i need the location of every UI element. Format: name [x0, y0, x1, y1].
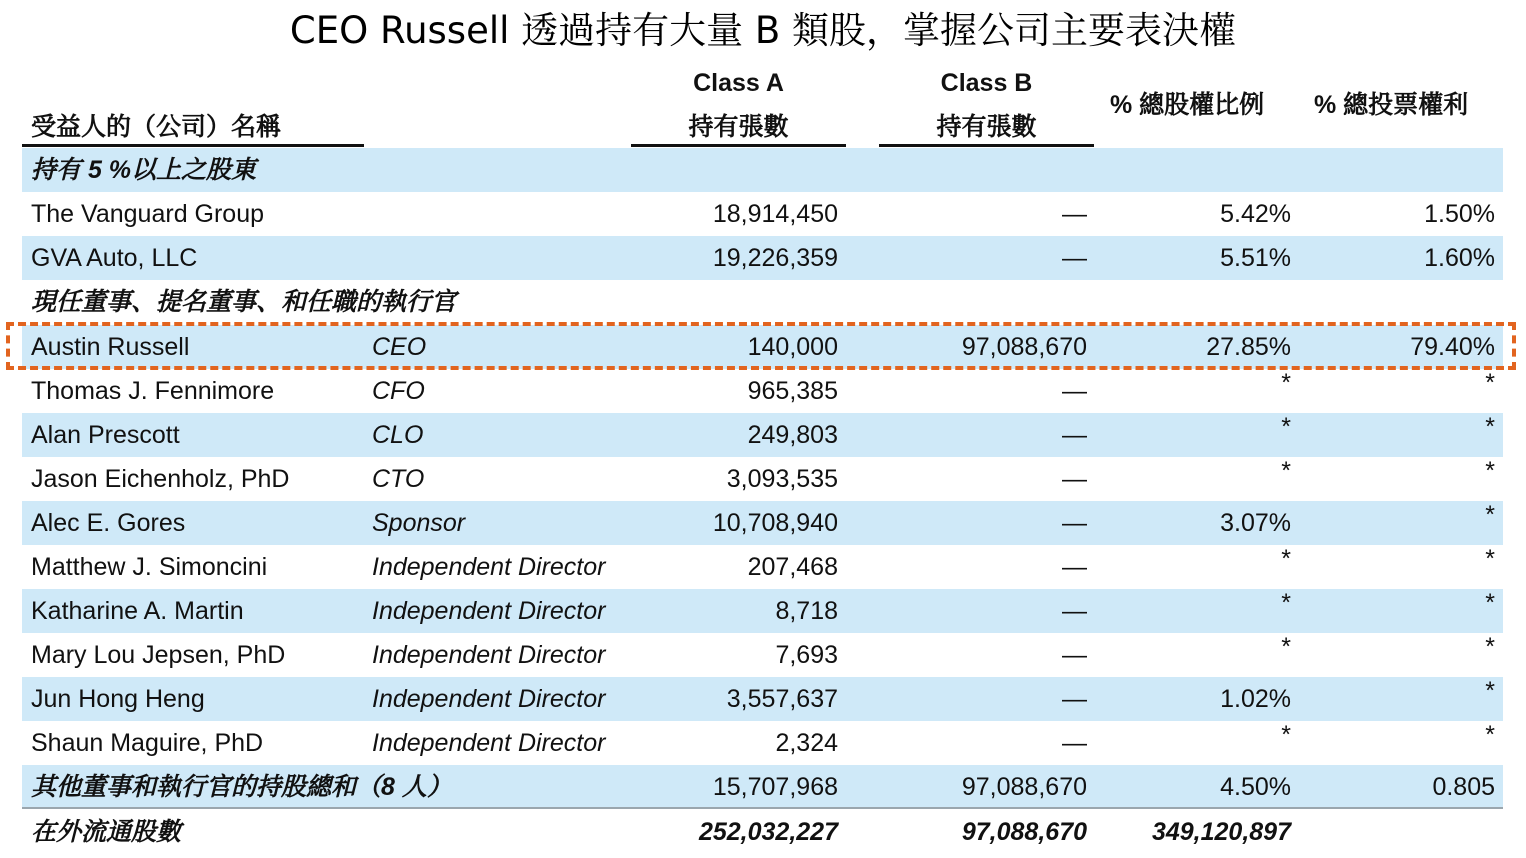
pct-value: * [1281, 633, 1291, 661]
class-b-value: 97,088,670 [961, 818, 1087, 846]
vote-value: 79.40% [1410, 333, 1495, 361]
vote-value: * [1485, 633, 1495, 661]
class-a-value: 10,708,940 [712, 509, 838, 537]
class-a-value: 140,000 [747, 333, 838, 361]
class-a-value: 2,324 [775, 729, 838, 757]
holder-name: Jun Hong Heng [31, 685, 205, 713]
holder-name: Thomas J. Fennimore [31, 377, 275, 405]
holder-name: Shaun Maguire, PhD [31, 729, 264, 757]
pct-value: 3.07% [1220, 509, 1291, 537]
subtotal-row [22, 765, 1503, 809]
class-a-value: 207,468 [747, 553, 838, 581]
header-class-b-underline [879, 144, 1094, 147]
vote-value: * [1485, 413, 1495, 441]
pct-value: * [1281, 589, 1291, 617]
class-b-value: — [1062, 597, 1087, 625]
class-a-value: 19,226,359 [712, 244, 838, 272]
holder-role: Independent Director [372, 597, 606, 625]
header-class-a-underline [631, 144, 846, 147]
class-a-value: 18,914,450 [712, 200, 838, 228]
page-title: CEO Russell 透過持有大量 B 類股，掌握公司主要表決權 [289, 9, 1237, 52]
holder-name: The Vanguard Group [31, 200, 265, 228]
section-label: 持有 5 %以上之股東 [31, 156, 257, 184]
holder-name: Alan Prescott [31, 421, 180, 449]
vote-value: 1.60% [1424, 244, 1495, 272]
total-separator [22, 807, 1503, 809]
pct-value: 5.42% [1220, 200, 1291, 228]
class-b-value: — [1062, 200, 1087, 228]
holder-name: Katharine A. Martin [31, 597, 244, 625]
class-a-value: 3,557,637 [726, 685, 838, 713]
section-row-officers [22, 280, 1503, 324]
pct-value: * [1281, 721, 1291, 749]
pct-value: 4.50% [1220, 773, 1291, 801]
holder-role: CEO [372, 333, 427, 361]
vote-value: * [1485, 457, 1495, 485]
holder-role: CLO [372, 421, 424, 449]
holder-name: GVA Auto, LLC [31, 244, 198, 272]
total-label: 在外流通股數 [31, 818, 182, 846]
vote-value: * [1485, 589, 1495, 617]
subtotal-label: 其他董事和執行官的持股總和（8 人） [31, 773, 452, 801]
total-row [22, 810, 1503, 854]
class-a-value: 8,718 [775, 597, 838, 625]
holder-role: Independent Director [372, 553, 606, 581]
holder-role: Independent Director [372, 729, 606, 757]
class-b-value: — [1062, 244, 1087, 272]
class-b-value: — [1062, 641, 1087, 669]
class-a-value: 249,803 [747, 421, 838, 449]
holder-role: CTO [372, 465, 425, 493]
vote-value: * [1485, 677, 1495, 705]
header-class-b-line1: Class B [940, 69, 1033, 97]
header-name: 受益人的（公司）名稱 [31, 113, 282, 141]
holder-role: CFO [372, 377, 425, 405]
pct-value: * [1281, 457, 1291, 485]
pct-value: 349,120,897 [1151, 818, 1291, 846]
table-row [22, 457, 1503, 501]
vote-value: * [1485, 501, 1495, 529]
class-b-value: — [1062, 729, 1087, 757]
class-b-value: — [1062, 465, 1087, 493]
vote-value: * [1485, 721, 1495, 749]
header-class-a-line2: 持有張數 [688, 113, 789, 141]
class-a-value: 7,693 [775, 641, 838, 669]
header-class-b-line2: 持有張數 [936, 113, 1037, 141]
class-b-value: — [1062, 421, 1087, 449]
class-b-value: — [1062, 377, 1087, 405]
class-a-value: 3,093,535 [726, 465, 838, 493]
pct-value: * [1281, 369, 1291, 397]
section-row-5pct [22, 148, 1503, 192]
class-b-value: — [1062, 685, 1087, 713]
pct-value: * [1281, 413, 1291, 441]
vote-value: * [1485, 369, 1495, 397]
header-class-a-line1: Class A [693, 69, 784, 97]
holder-role: Independent Director [372, 641, 606, 669]
holder-name: Alec E. Gores [31, 509, 186, 537]
table-row [22, 633, 1503, 677]
holder-name: Matthew J. Simoncini [31, 553, 268, 581]
class-b-value: 97,088,670 [961, 333, 1087, 361]
class-a-value: 965,385 [747, 377, 838, 405]
holder-role: Sponsor [372, 509, 466, 537]
pct-value: * [1281, 545, 1291, 573]
section-label: 現任董事、提名董事、和任職的執行官 [31, 288, 457, 316]
vote-value: 1.50% [1424, 200, 1495, 228]
holder-name: Mary Lou Jepsen, PhD [31, 641, 286, 669]
header-name-underline [22, 144, 364, 147]
table-row [22, 721, 1503, 765]
class-b-value: 97,088,670 [961, 773, 1087, 801]
header-pct-shares: % 總股權比例 [1110, 91, 1265, 119]
table-row [22, 192, 1503, 236]
table-row [22, 236, 1503, 280]
holder-name: Jason Eichenholz, PhD [31, 465, 290, 493]
pct-value: 27.85% [1206, 333, 1291, 361]
class-a-value: 15,707,968 [712, 773, 838, 801]
vote-value: * [1485, 545, 1495, 573]
header-pct-votes: % 總投票權利 [1314, 91, 1469, 119]
vote-value: 0.805 [1432, 773, 1495, 801]
pct-value: 1.02% [1220, 685, 1291, 713]
holder-role: Independent Director [372, 685, 606, 713]
pct-value: 5.51% [1220, 244, 1291, 272]
class-a-value: 252,032,227 [698, 818, 838, 846]
class-b-value: — [1062, 509, 1087, 537]
holder-name: Austin Russell [31, 333, 190, 361]
class-b-value: — [1062, 553, 1087, 581]
